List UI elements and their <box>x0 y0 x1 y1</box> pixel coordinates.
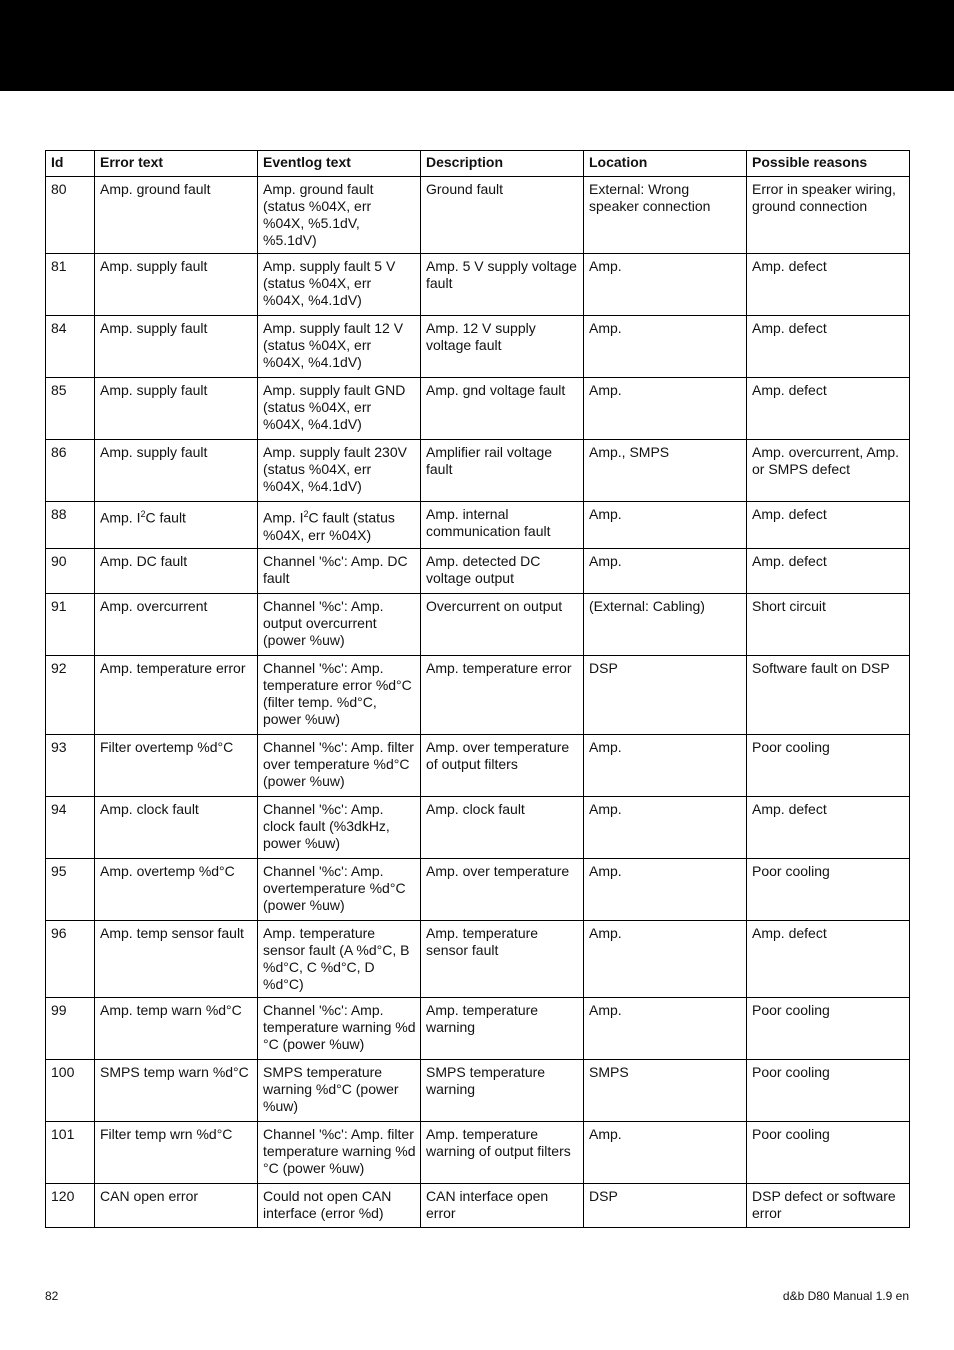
cell-location: Amp. <box>584 316 747 378</box>
cell-location: Amp. <box>584 997 747 1059</box>
cell-possible-reasons: Poor cooling <box>747 734 910 796</box>
table-row <box>46 858 910 920</box>
cell-possible-reasons: Amp. overcurrent, Amp. or SMPS defect <box>747 440 910 502</box>
cell-eventlog-text <box>258 502 421 549</box>
cell-description: Amp. clock fault <box>421 796 584 858</box>
superscript: 2 <box>140 509 146 519</box>
table-row <box>46 254 910 316</box>
cell-description: Amp. over temperature of output filters <box>421 734 584 796</box>
cell-possible-reasons: Amp. defect <box>747 378 910 440</box>
cell-location: Amp. <box>584 796 747 858</box>
cell-error-text: Amp. supply fault <box>95 440 258 502</box>
cell-eventlog-text-part: Amp. I <box>263 509 304 526</box>
cell-error-text: Amp. temp sensor fault <box>95 920 258 997</box>
cell-eventlog-text: Channel '%c': Amp. filter temperature warning %d °C (power %uw) <box>258 1121 421 1183</box>
cell-location: Amp., SMPS <box>584 440 747 502</box>
cell-error-text-part: C fault <box>145 509 186 526</box>
manual-title: d&b D80 Manual 1.9 en <box>782 1289 909 1303</box>
cell-id: 93 <box>46 734 95 796</box>
cell-possible-reasons: Poor cooling <box>747 997 910 1059</box>
error-table <box>45 150 910 1228</box>
cell-description: Amp. temperature sensor fault <box>421 920 584 997</box>
header-eventlog-text: Eventlog text <box>258 151 421 177</box>
cell-possible-reasons: DSP defect or software error <box>747 1183 910 1227</box>
cell-possible-reasons: Amp. defect <box>747 548 910 593</box>
table-row <box>46 1059 910 1121</box>
cell-id: 88 <box>46 502 95 549</box>
header-location: Location <box>584 151 747 177</box>
cell-possible-reasons: Error in speaker wiring, ground connection <box>747 177 910 254</box>
cell-eventlog-text: Amp. supply fault 5 V (status %04X, err %04X, %4.1dV) <box>258 254 421 316</box>
cell-location: External: Wrong speaker connection <box>584 177 747 254</box>
cell-description: Ground fault <box>421 177 584 254</box>
cell-description: Amp. 12 V supply voltage fault <box>421 316 584 378</box>
cell-id: 120 <box>46 1183 95 1227</box>
header-id: Id <box>46 151 95 177</box>
cell-possible-reasons: Poor cooling <box>747 858 910 920</box>
cell-description: Amp. gnd voltage fault <box>421 378 584 440</box>
cell-error-text: Amp. overtemp %d°C <box>95 858 258 920</box>
header-possible-reasons: Possible reasons <box>747 151 910 177</box>
cell-possible-reasons: Poor cooling <box>747 1121 910 1183</box>
cell-location: SMPS <box>584 1059 747 1121</box>
cell-eventlog-text: Could not open CAN interface (error %d) <box>258 1183 421 1227</box>
cell-possible-reasons: Amp. defect <box>747 254 910 316</box>
cell-location: Amp. <box>584 734 747 796</box>
header-error-text: Error text <box>95 151 258 177</box>
table-row <box>46 316 910 378</box>
cell-eventlog-text: SMPS temperature warning %d°C (power %uw) <box>258 1059 421 1121</box>
cell-error-text: CAN open error <box>95 1183 258 1227</box>
cell-eventlog-text: Channel '%c': Amp. DC fault <box>258 548 421 593</box>
table-row <box>46 796 910 858</box>
cell-possible-reasons: Poor cooling <box>747 1059 910 1121</box>
cell-error-text: Amp. supply fault <box>95 316 258 378</box>
cell-id: 81 <box>46 254 95 316</box>
table-row <box>46 440 910 502</box>
table-row <box>46 734 910 796</box>
cell-id: 92 <box>46 655 95 734</box>
cell-location: DSP <box>584 1183 747 1227</box>
cell-possible-reasons: Short circuit <box>747 593 910 655</box>
cell-eventlog-text: Channel '%c': Amp. temperature error %d°C (filter temp. %d°C, power %uw) <box>258 655 421 734</box>
cell-eventlog-text: Amp. supply fault 12 V (status %04X, err %04X, %4.1dV) <box>258 316 421 378</box>
cell-location: Amp. <box>584 1121 747 1183</box>
cell-error-text <box>95 502 258 549</box>
cell-error-text: Amp. clock fault <box>95 796 258 858</box>
cell-error-text: Filter temp wrn %d°C <box>95 1121 258 1183</box>
cell-id: 99 <box>46 997 95 1059</box>
table-row <box>46 920 910 997</box>
cell-id: 80 <box>46 177 95 254</box>
cell-id: 96 <box>46 920 95 997</box>
cell-description: SMPS temperature warning <box>421 1059 584 1121</box>
cell-eventlog-text: Channel '%c': Amp. clock fault (%3dkHz, power %uw) <box>258 796 421 858</box>
cell-eventlog-text: Channel '%c': Amp. filter over temperature %d°C (power %uw) <box>258 734 421 796</box>
table-row <box>46 502 910 549</box>
cell-location: Amp. <box>584 920 747 997</box>
table-row <box>46 593 910 655</box>
cell-eventlog-text: Amp. temperature sensor fault (A %d°C, B %d°C, C %d°C, D %d°C) <box>258 920 421 997</box>
cell-location: Amp. <box>584 858 747 920</box>
table-row <box>46 655 910 734</box>
cell-id: 101 <box>46 1121 95 1183</box>
cell-location: DSP <box>584 655 747 734</box>
cell-error-text: Amp. temp warn %d°C <box>95 997 258 1059</box>
table-row <box>46 997 910 1059</box>
cell-id: 85 <box>46 378 95 440</box>
table-row <box>46 177 910 254</box>
cell-location: (External: Cabling) <box>584 593 747 655</box>
cell-error-text: Amp. temperature error <box>95 655 258 734</box>
cell-error-text-part: Amp. I <box>100 509 141 526</box>
cell-description: Overcurrent on output <box>421 593 584 655</box>
cell-id: 84 <box>46 316 95 378</box>
cell-error-text: Amp. DC fault <box>95 548 258 593</box>
table-row <box>46 378 910 440</box>
cell-id: 90 <box>46 548 95 593</box>
cell-description: Amp. over temperature <box>421 858 584 920</box>
cell-id: 95 <box>46 858 95 920</box>
cell-eventlog-text: Amp. ground fault (status %04X, err %04X, %5.1dV, %5.1dV) <box>258 177 421 254</box>
table-row <box>46 548 910 593</box>
cell-error-text: Filter overtemp %d°C <box>95 734 258 796</box>
cell-error-text: SMPS temp warn %d°C <box>95 1059 258 1121</box>
cell-possible-reasons: Amp. defect <box>747 502 910 549</box>
cell-error-text: Amp. overcurrent <box>95 593 258 655</box>
cell-eventlog-text: Channel '%c': Amp. output overcurrent (power %uw) <box>258 593 421 655</box>
cell-id: 100 <box>46 1059 95 1121</box>
cell-id: 94 <box>46 796 95 858</box>
cell-error-text: Amp. supply fault <box>95 378 258 440</box>
cell-eventlog-text: Channel '%c': Amp. temperature warning %d °C (power %uw) <box>258 997 421 1059</box>
cell-description: Amp. detected DC voltage output <box>421 548 584 593</box>
cell-location: Amp. <box>584 378 747 440</box>
cell-possible-reasons: Software fault on DSP <box>747 655 910 734</box>
cell-location: Amp. <box>584 254 747 316</box>
header-bar <box>0 0 954 91</box>
cell-description: Amp. temperature warning of output filters <box>421 1121 584 1183</box>
cell-description: Amp. internal communication fault <box>421 502 584 549</box>
superscript: 2 <box>303 509 309 519</box>
cell-eventlog-text: Channel '%c': Amp. overtemperature %d°C (power %uw) <box>258 858 421 920</box>
cell-possible-reasons: Amp. defect <box>747 316 910 378</box>
table-header-row <box>46 151 910 177</box>
cell-description: Amp. temperature error <box>421 655 584 734</box>
cell-description: CAN interface open error <box>421 1183 584 1227</box>
cell-possible-reasons: Amp. defect <box>747 796 910 858</box>
cell-description: Amplifier rail voltage fault <box>421 440 584 502</box>
cell-id: 86 <box>46 440 95 502</box>
cell-description: Amp. temperature warning <box>421 997 584 1059</box>
cell-eventlog-text-part: C fault (status %04X, err %04X) <box>263 509 395 543</box>
cell-description: Amp. 5 V supply voltage fault <box>421 254 584 316</box>
page-number: 82 <box>45 1289 59 1303</box>
table-row <box>46 1183 910 1227</box>
cell-eventlog-text: Amp. supply fault GND (status %04X, err %04X, %4.1dV) <box>258 378 421 440</box>
cell-eventlog-text: Amp. supply fault 230V (status %04X, err %04X, %4.1dV) <box>258 440 421 502</box>
cell-location: Amp. <box>584 548 747 593</box>
cell-location: Amp. <box>584 502 747 549</box>
cell-possible-reasons: Amp. defect <box>747 920 910 997</box>
cell-id: 91 <box>46 593 95 655</box>
cell-error-text: Amp. ground fault <box>95 177 258 254</box>
table-row <box>46 1121 910 1183</box>
header-description: Description <box>421 151 584 177</box>
cell-error-text: Amp. supply fault <box>95 254 258 316</box>
